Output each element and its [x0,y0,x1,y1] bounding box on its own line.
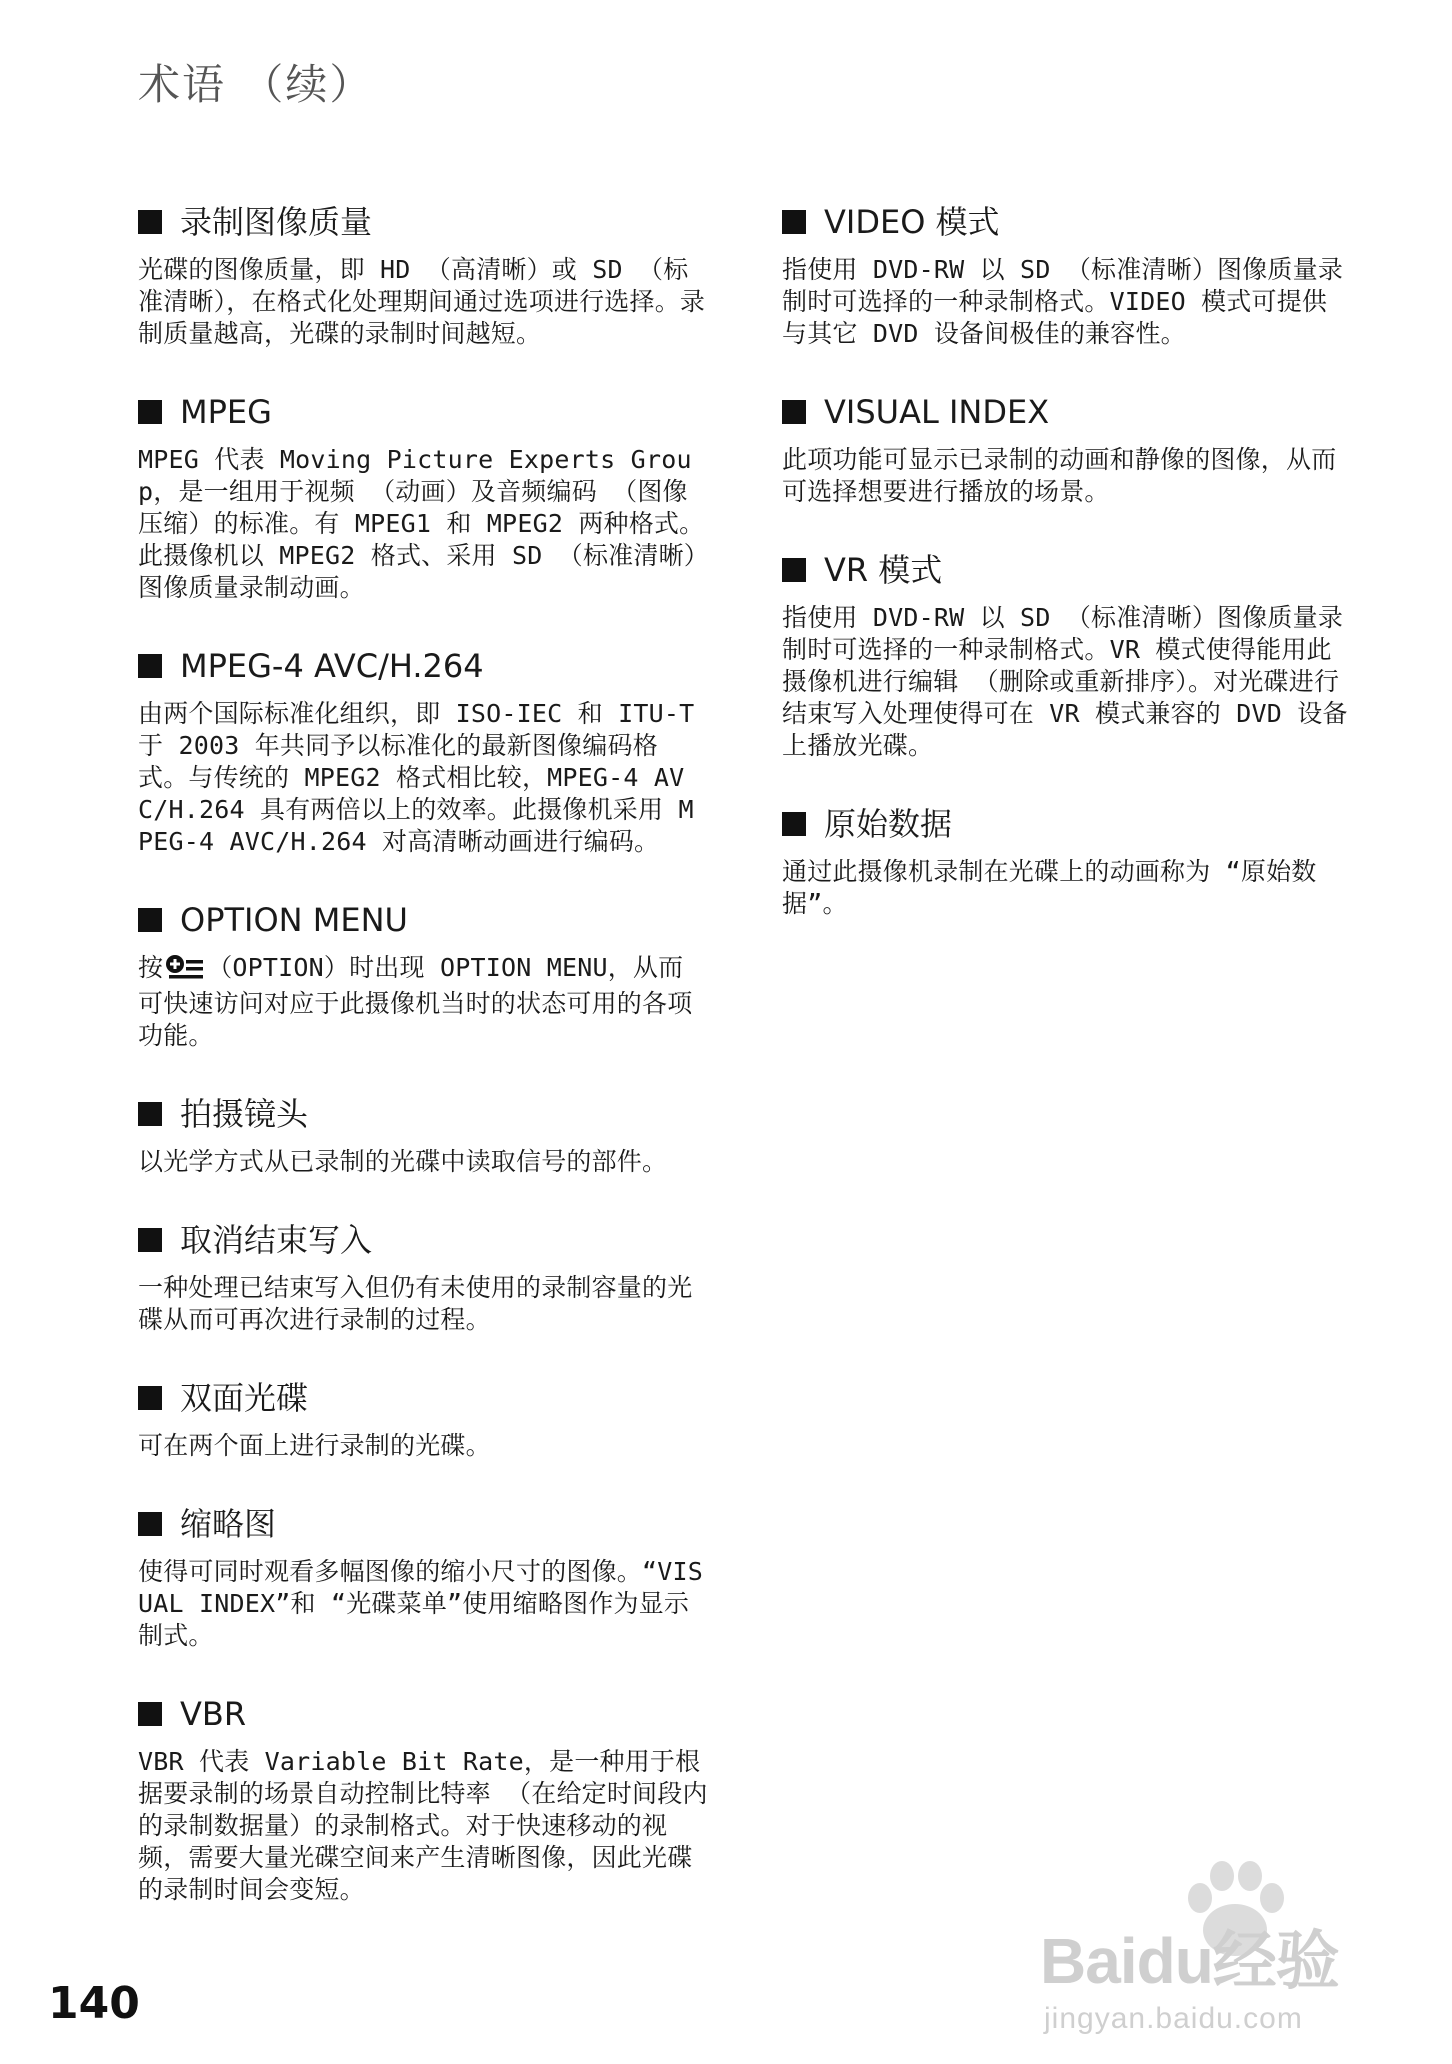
glossary-entry [782,390,1352,508]
term-heading [782,802,1352,846]
square-bullet-icon [138,400,162,424]
term-label: 取消结束写入 [180,1221,373,1259]
term-label: VIDEO 模式 [824,203,1000,241]
option-menu-icon [165,954,205,988]
term-heading [138,1692,708,1736]
term-definition [138,952,708,1052]
definition-text: （OPTION）时出现 OPTION MENU，从而可快速访问对应于此摄像机当时的状态可用的各项功能。 [138,953,693,1050]
watermark-url: jingyan.baidu.com [1044,2002,1303,2035]
glossary-entry [138,1218,708,1336]
square-bullet-icon [782,210,806,234]
term-definition: 此项功能可显示已录制的动画和静像的图像，从而可选择想要进行播放的场景。 [782,445,1337,506]
glossary-entry [782,200,1352,350]
page-number: 140 [48,1978,140,2029]
square-bullet-icon [138,654,162,678]
term-heading [138,1092,708,1136]
square-bullet-icon [782,558,806,582]
square-bullet-icon [138,210,162,234]
glossary-entry [138,1502,708,1652]
term-heading [138,390,708,434]
term-definition: 由两个国际标准化组织，即 ISO-IEC 和 ITU-T 于 2003 年共同予以标准化的最新图像编码格式。与传统的 MPEG2 格式相比较，MPEG-4 AVC/H.264 具有两倍以上的效率。此摄像机采用 MPEG-4 AVC/H.264 对高清晰动画进行编码。 [138,699,695,856]
term-label: OPTION MENU [180,901,408,939]
glossary-entry [138,898,708,1052]
term-heading [138,200,708,244]
term-definition: 指使用 DVD-RW 以 SD （标准清晰）图像质量录制时可选择的一种录制格式。VIDEO 模式可提供与其它 DVD 设备间极佳的兼容性。 [782,255,1344,348]
term-heading [138,644,708,688]
term-label: 缩略图 [180,1505,277,1543]
term-heading [782,548,1352,592]
definition-prefix: 按 [138,953,164,982]
term-heading [782,390,1352,434]
term-definition: 一种处理已结束写入但仍有未使用的录制容量的光碟从而可再次进行录制的过程。 [138,1273,693,1334]
glossary-entry [138,644,708,858]
watermark-logo: Baidu经验 [1040,1925,1339,1997]
term-heading [138,1218,708,1262]
term-definition: 可在两个面上进行录制的光碟。 [138,1431,491,1460]
square-bullet-icon [138,1702,162,1726]
square-bullet-icon [138,1386,162,1410]
term-definition: 指使用 DVD-RW 以 SD （标准清晰）图像质量录制时可选择的一种录制格式。VR 模式使得能用此摄像机进行编辑 （删除或重新排序）。对光碟进行结束写入处理使得可在 VR 模式兼容的 DVD 设备上播放光碟。 [782,603,1348,760]
term-definition: 使得可同时观看多幅图像的缩小尺寸的图像。“VISUAL INDEX”和 “光碟菜单”使用缩略图作为显示制式。 [138,1557,704,1650]
term-label: VISUAL INDEX [824,393,1050,431]
glossary-entry [138,1692,708,1906]
term-definition: 光碟的图像质量，即 HD （高清晰）或 SD （标准清晰），在格式化处理期间通过选项进行选择。录制质量越高，光碟的录制时间越短。 [138,255,706,348]
term-heading [138,898,708,942]
term-label: 双面光碟 [180,1379,309,1417]
term-definition: 通过此摄像机录制在光碟上的动画称为 “原始数据”。 [782,857,1317,918]
square-bullet-icon [138,908,162,932]
term-label: 原始数据 [824,805,953,843]
watermark [1040,1850,1380,2050]
glossary-entry [138,390,708,604]
term-label: VBR [180,1695,247,1733]
glossary-entry [782,802,1352,920]
glossary-entry [138,1092,708,1178]
glossary-entry [782,548,1352,762]
term-definition: VBR 代表 Variable Bit Rate，是一种用于根据要录制的场景自动控制比特率 （在给定时间段内的录制数据量）的录制格式。对于快速移动的视频，需要大量光碟空间来产生清晰图像，因此光碟的录制时间会变短。 [138,1747,708,1904]
glossary-entry [138,200,708,350]
term-label: MPEG-4 AVC/H.264 [180,647,484,685]
right-column [782,200,1352,960]
term-definition: MPEG 代表 Moving Picture Experts Group，是一组用于视频 （动画）及音频编码 （图像压缩）的标准。有 MPEG1 和 MPEG2 两种格式。此摄像机以 MPEG2 格式、采用 SD （标准清晰）图像质量录制动画。 [138,445,705,602]
square-bullet-icon [782,812,806,836]
term-heading [138,1502,708,1546]
term-label: 录制图像质量 [180,203,373,241]
term-label: MPEG [180,393,272,431]
term-label: 拍摄镜头 [180,1095,309,1133]
glossary-entry [138,1376,708,1462]
term-definition: 以光学方式从已录制的光碟中读取信号的部件。 [138,1147,668,1176]
square-bullet-icon [138,1228,162,1252]
square-bullet-icon [138,1512,162,1536]
term-label: VR 模式 [824,551,943,589]
left-column [138,200,708,1946]
square-bullet-icon [782,400,806,424]
page-title: 术语 （续） [138,60,374,109]
square-bullet-icon [138,1102,162,1126]
term-heading [782,200,1352,244]
term-heading [138,1376,708,1420]
